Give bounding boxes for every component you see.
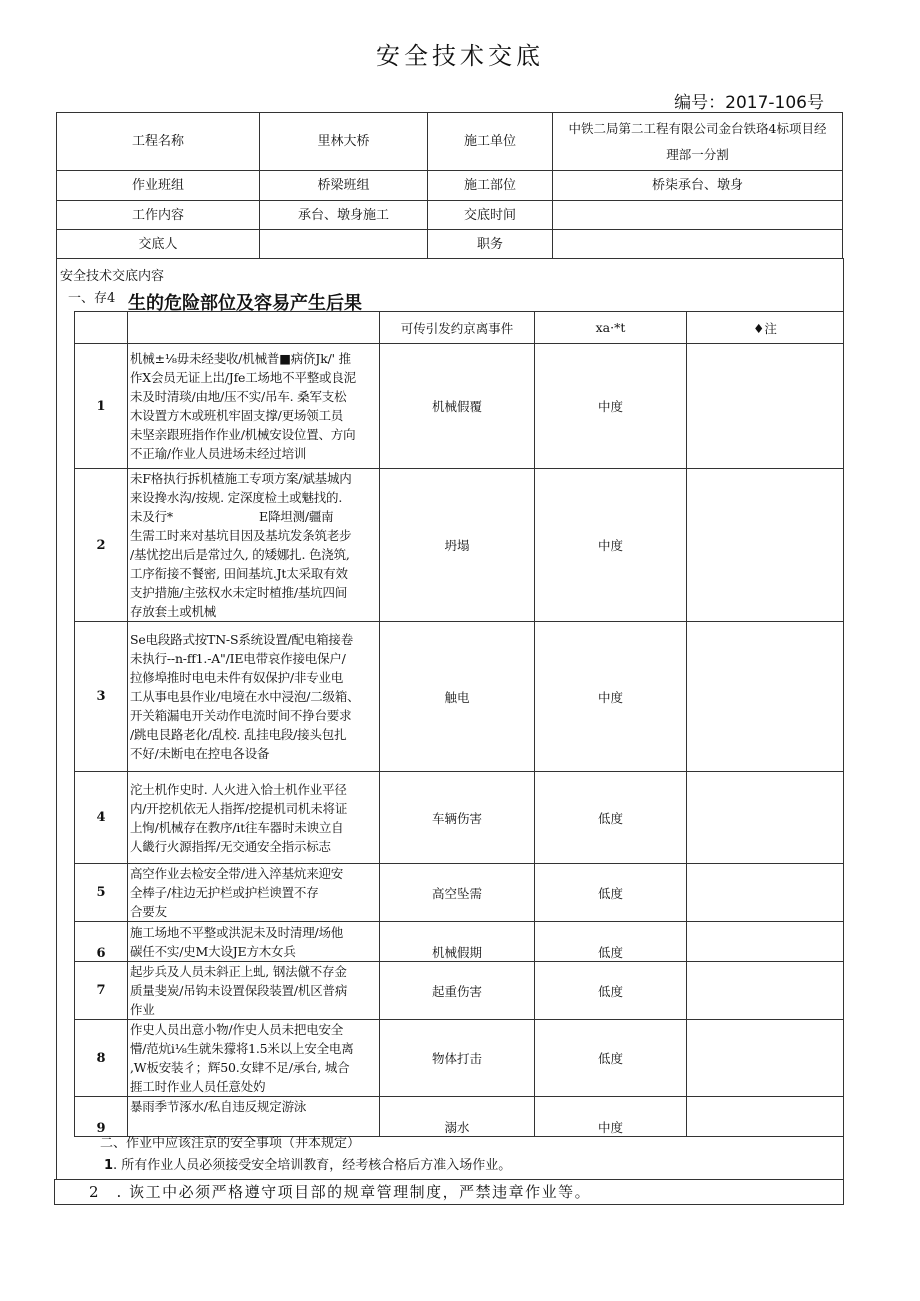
hazard-no: 3: [75, 622, 128, 772]
hazard-note: [687, 344, 844, 469]
hazard-description-line: 暴雨季节涿水/私自违反规定游泳: [130, 1099, 307, 1114]
hazard-description: [128, 962, 380, 1020]
hazard-level: 低度: [535, 772, 687, 864]
hazard-note: [687, 922, 844, 962]
hazard-description: [128, 772, 380, 864]
hazard-event: 车辆伤害: [380, 772, 535, 864]
hazard-row: [75, 922, 844, 962]
hazard-description-line: 不好/未断电在控电各设备: [130, 746, 270, 761]
handover-time: [553, 201, 843, 230]
header-desc: [128, 312, 380, 344]
section1-heading: 生的危险部位及容易产生后果: [128, 293, 362, 314]
hazard-event: 溺水: [380, 1097, 535, 1137]
construction-unit-line2: 理部一分割: [666, 146, 729, 162]
hazard-no: 1: [75, 344, 128, 469]
hazard-event: 机械假期: [380, 922, 535, 962]
hazard-description-line: 捱工时作业人员任意处妁: [130, 1079, 266, 1094]
hazard-description-line: 内/开挖机依无人指挥/挖提机司机未将证: [130, 800, 348, 816]
document-number-value: 2017-106号: [725, 93, 824, 113]
hazard-description-line: 懵/范炕i⅛生就朱獴将1.5米以上安全电离: [130, 1041, 354, 1056]
header-no: [75, 312, 128, 344]
document-number-label: 编号：: [674, 93, 726, 113]
project-info-table: [56, 112, 843, 259]
hazard-description-line: 未坚亲跟班指作作业/机械安设位置、方向: [130, 427, 356, 442]
hazard-description-line: 未执行--n-ff1.-A"/IE电带哀作接电保户/: [130, 651, 346, 666]
project-name: 里林大桥: [260, 113, 428, 171]
hazard-level: 低度: [535, 962, 687, 1020]
hazard-note: [687, 469, 844, 622]
hazard-description-line: 未及行* E降坦测/疆南: [130, 509, 334, 524]
hazard-description-line: 机械±⅛毋未经斐收/机械普■病侪Jk/' 推: [130, 351, 351, 366]
handover-person-label: 交底人: [57, 230, 260, 259]
hazard-level: 中度: [535, 344, 687, 469]
hazard-row: [75, 864, 844, 922]
hazard-description-line: 木设置方木或班机牢固支撑/更场领工员: [130, 408, 344, 423]
hazard-description-line: 上恂/机械存在教序/it往车器时未谀立自: [130, 819, 344, 835]
hazard-no: 6: [75, 922, 128, 962]
hazard-description-line: 作X会员无证上岀/Jfe工场地不平整或良泥: [130, 370, 356, 385]
hazard-description-line: 人畿行火源指挥/无交通安全指示标志: [130, 838, 331, 854]
hazard-description: [128, 344, 380, 469]
hazard-description-line: 作史人员出意小物/作史人员未把电安全: [130, 1022, 344, 1037]
hazard-description-line: 工从事电县作业/电境在水中浸泡/二级箱、: [130, 689, 360, 704]
duty-label: 职务: [428, 230, 553, 259]
hazard-event: 物体打击: [380, 1020, 535, 1097]
section-label: 安全技术交底内容: [60, 269, 165, 284]
hazard-description-line: 沱土机作史时. 人火进入恰土机作业平径: [130, 781, 347, 797]
hazard-level: 低度: [535, 1020, 687, 1097]
hazard-level: 中度: [535, 622, 687, 772]
hazard-level: 中度: [535, 1097, 687, 1137]
hazard-description: [128, 622, 380, 772]
header-event: 可传引发约京离事件: [380, 312, 535, 344]
position: 桥柒承台、墩身: [553, 171, 843, 201]
hazard-level: 低度: [535, 922, 687, 962]
hazard-description-line: 工序衔接不餐密, 田间基坑.Jt太采取有效: [130, 566, 348, 581]
handover-time-label: 交底时间: [428, 201, 553, 230]
hazard-note: [687, 622, 844, 772]
header-note: ♦注: [687, 312, 844, 344]
hazard-rows: [75, 344, 844, 1137]
hazard-row: [75, 1020, 844, 1097]
hazard-description: [128, 1097, 380, 1137]
position-label: 施工部位: [428, 171, 553, 201]
hazard-row: [75, 622, 844, 772]
hazard-description-line: 高空作业去检安全带/进入淬基炕来迎安: [130, 866, 344, 881]
construction-unit-line1: 中铁二局第二工程有限公司金台铁珞4标项目经: [568, 120, 827, 136]
hazard-row: [75, 772, 844, 864]
hazard-description-line: 碳任不实/史M大设JE方木女兵: [130, 943, 296, 959]
item1-text: . 所有作业人员必须接受安全培训教育，经考核合格后方准入场作业。: [113, 1158, 512, 1173]
hazard-description: [128, 469, 380, 622]
section2-heading: 二、作业中应该注京的安全事项（井本规定）: [100, 1136, 361, 1151]
team-label: 作业班组: [57, 171, 260, 201]
header-level: xa·*t: [535, 312, 687, 344]
hazard-description-line: 生需工时来对基坑目因及基坑发条筑老步: [130, 528, 352, 543]
hazard-description-line: 质量斐炭/吊钩未设置保段装置/机区普病: [130, 983, 348, 998]
hazard-event: 起重伤害: [380, 962, 535, 1020]
hazard-row: [75, 1097, 844, 1137]
hazard-row: [75, 962, 844, 1020]
hazard-description-line: Se电段路式按TN-S系统设置/配电箱接卷: [130, 632, 354, 647]
hazard-event: 高空坠需: [380, 864, 535, 922]
hazard-no: 5: [75, 864, 128, 922]
project-name-label: 工程名称: [57, 113, 260, 171]
hazard-note: [687, 1097, 844, 1137]
item1-number: 1: [104, 1158, 114, 1173]
hazard-note: [687, 1020, 844, 1097]
document-number: [674, 88, 824, 113]
hazard-description-line: 支护措施/主弦权水未定时植推/基坑四间: [130, 585, 348, 600]
hazard-table: [74, 311, 844, 1137]
hazard-note: [687, 962, 844, 1020]
hazard-description-line: 未及时清琰/由地/压不实/吊车. 桑军支松: [130, 389, 347, 404]
hazard-description-line: 作业: [130, 1002, 155, 1017]
work-content-label: 工作内容: [57, 201, 260, 230]
section2-item1: [104, 1154, 511, 1173]
duty: [553, 230, 843, 259]
hazard-description: [128, 1020, 380, 1097]
hazard-event: 机械假覆: [380, 344, 535, 469]
hazard-no: 7: [75, 962, 128, 1020]
document-title: 安全技术交底: [376, 42, 544, 70]
hazard-description: [128, 922, 380, 962]
hazard-description-line: 不正瑜/作业人员进场未经过培训: [130, 446, 307, 461]
hazard-description-line: 开关箱漏电开关动作电流时间不挣台要求: [130, 708, 352, 723]
hazard-description-line: /基忧挖出后是常过久, 的矮娜扎. 色浇筑,: [130, 547, 350, 562]
hazard-description-line: 存放套土或机械: [130, 604, 217, 619]
hazard-description-line: 施工场地不平整或洪泥未及时清理/场他: [130, 924, 344, 940]
hazard-event: 坍塌: [380, 469, 535, 622]
hazard-row: [75, 344, 844, 469]
section1-prefix: 一、存4: [68, 291, 116, 306]
hazard-no: 2: [75, 469, 128, 622]
hazard-description-line: ,W板安装彳；辉50.女肆不足/承台, 城合: [130, 1060, 350, 1075]
hazard-level: 中度: [535, 469, 687, 622]
hazard-description-line: 拉修埠推时电电未件有奴保护/非专业电: [130, 670, 344, 685]
construction-unit-label: 施工单位: [428, 113, 553, 171]
handover-person: [260, 230, 428, 259]
hazard-no: 4: [75, 772, 128, 864]
section2-item2: [54, 1179, 844, 1205]
construction-unit: [553, 113, 843, 171]
hazard-description-line: 起步兵及人员未斜正上虬, 钢法僦不存金: [130, 964, 347, 979]
hazard-level: 低度: [535, 864, 687, 922]
hazard-description-line: 来设搀水沟/按规. 定深度检土或魅找的.: [130, 490, 343, 505]
hazard-note: [687, 864, 844, 922]
hazard-description-line: /跳电艮路老化/乱校. 乱挂电段/接头包扎: [130, 727, 347, 742]
work-content: 承台、墩身施工: [260, 201, 428, 230]
hazard-event: 触电: [380, 622, 535, 772]
team: 桥梁班组: [260, 171, 428, 201]
item2-text: 2 . 诙工中必须严格遵守项目部的规章管理制度，严禁违章作业等。: [89, 1183, 592, 1201]
hazard-description-line: 全棒子/柱边无护栏或护栏谀置不存: [130, 885, 319, 900]
hazard-no: 8: [75, 1020, 128, 1097]
hazard-row: [75, 469, 844, 622]
hazard-no: 9: [75, 1097, 128, 1137]
hazard-description: [128, 864, 380, 922]
hazard-description-line: 未F格执行拆机楂施工专项方案/斌基城内: [130, 471, 352, 486]
hazard-description-line: 合要友: [130, 904, 167, 919]
hazard-note: [687, 772, 844, 864]
